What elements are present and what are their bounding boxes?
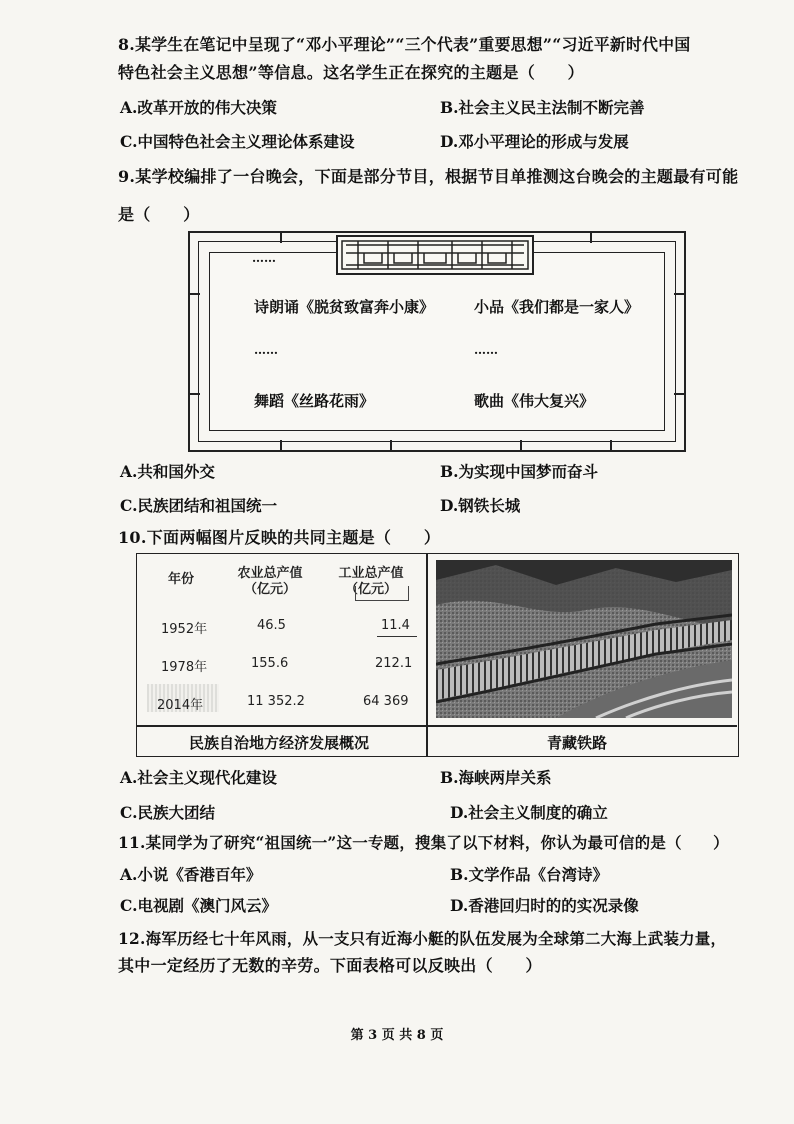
q8-option-a: A.改革开放的伟大决策: [120, 98, 277, 117]
q9-option-d: D.钢铁长城: [440, 496, 521, 515]
q10-option-a: A.社会主义现代化建设: [120, 768, 277, 787]
q8-stem-line2: 特色社会主义思想”等信息。这名学生正在探究的主题是（ ）: [118, 63, 584, 82]
table-cell: 2014年: [157, 698, 204, 713]
q11-option-d: D.香港回归时的的实况录像: [450, 896, 639, 915]
table-header: 农业总产值 （亿元）: [237, 566, 303, 597]
table-cell: 1952年: [161, 622, 208, 637]
program-ellipsis: ……: [252, 251, 276, 265]
picture-caption: 青藏铁路: [547, 734, 608, 752]
table-cell: 1978年: [161, 660, 208, 675]
q12-stem-line1: 12.海军历经七十年风雨，从一支只有近海小艇的队伍发展为全球第二大海上武装力量，: [118, 930, 727, 948]
table-cell: 64 369: [363, 694, 409, 709]
q10-option-c: C.民族大团结: [120, 803, 215, 822]
q11-option-b: B.文学作品《台湾诗》: [450, 865, 608, 884]
q8-option-d: D.邓小平理论的形成与发展: [440, 132, 629, 151]
q10-stem: 10.下面两幅图片反映的共同主题是（ ）: [118, 528, 441, 547]
program-item: 舞蹈《丝路花雨》: [254, 392, 375, 410]
table-cell: 11.4: [381, 618, 410, 633]
table-header: 年份: [167, 572, 194, 587]
table-cell: 212.1: [375, 656, 413, 671]
program-ellipsis: ……: [474, 343, 498, 357]
program-item: 小品《我们都是一家人》: [474, 298, 640, 316]
program-ellipsis: ……: [254, 343, 278, 357]
q8-option-c: C.中国特色社会主义理论体系建设: [120, 132, 355, 151]
q9-stem-line2: 是（ ）: [118, 205, 200, 224]
q9-stem-line1: 9.某学校编排了一台晚会，下面是部分节目，根据节目单推测这台晚会的主题最有可能: [118, 167, 739, 186]
q11-option-c: C.电视剧《澳门风云》: [120, 896, 277, 915]
q9-option-b: B.为实现中国梦而奋斗: [440, 462, 598, 481]
table-cell: 46.5: [257, 618, 286, 633]
page-number: 第 3 页 共 8 页: [350, 1028, 444, 1043]
q10-pictures: [136, 553, 739, 757]
q12-stem-line2: 其中一定经历了无数的辛劳。下面表格可以反映出（ ）: [118, 956, 542, 975]
lattice-ornament-icon: [336, 235, 534, 275]
q9-option-c: C.民族团结和祖国统一: [120, 496, 277, 515]
table-cell: 11 352.2: [247, 694, 305, 709]
q9-option-a: A.共和国外交: [120, 462, 215, 481]
q10-option-b: B.海峡两岸关系: [440, 768, 552, 787]
q11-stem: 11.某同学为了研究“祖国统一”这一专题，搜集了以下材料，你认为最可信的是（ ）: [118, 834, 729, 852]
q8-stem-line1: 8.某学生在笔记中呈现了“邓小平理论”“三个代表”重要思想”“习近平新时代中国: [118, 35, 691, 54]
railway-photo: [436, 560, 732, 718]
picture-caption: 民族自治地方经济发展概况: [189, 734, 370, 752]
program-item: 歌曲《伟大复兴》: [474, 392, 595, 410]
table-cell: 155.6: [251, 656, 289, 671]
table-header: 工业总产值 （亿元）: [338, 566, 404, 597]
q11-option-a: A.小说《香港百年》: [120, 865, 262, 884]
program-item: 诗朗诵《脱贫致富奔小康》: [254, 298, 435, 316]
q8-option-b: B.社会主义民主法制不断完善: [440, 98, 645, 117]
program-frame: [188, 231, 686, 452]
q10-option-d: D.社会主义制度的确立: [450, 803, 608, 822]
